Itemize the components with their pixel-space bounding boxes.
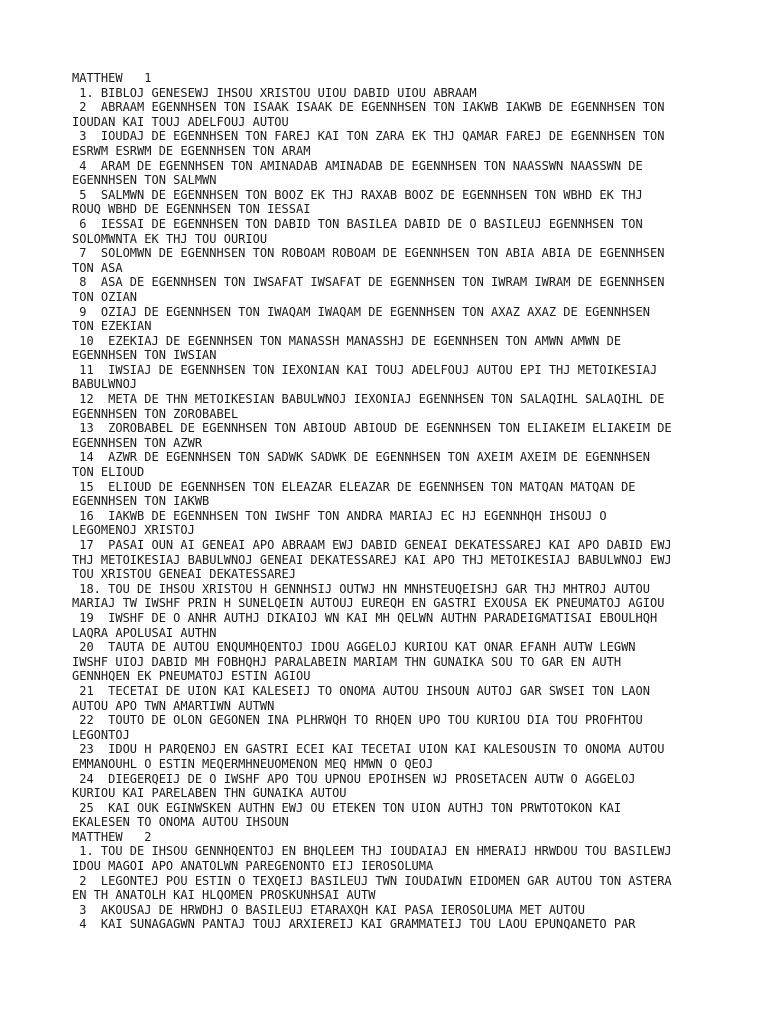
text-line: 7 SOLOMWN DE EGENNHSEN TON ROBOAM ROBOAM DE EGENNHSEN TON ABIA ABIA DE EGENNHSEN	[72, 246, 665, 261]
text-line: THJ METOIKESIAJ BABULWNOJ GENEAI DEKATESSAREJ KAI APO THJ METOIKESIAJ BABULWNOJ EWJ	[72, 552, 672, 567]
text-line: ROUQ WBHD DE EGENNHSEN TON IESSAI	[72, 202, 311, 217]
text-line: EGENNHSEN TON ZOROBABEL	[72, 406, 239, 421]
text-line: TON OZIAN	[72, 289, 138, 304]
chapter-heading: MATTHEW 1	[72, 71, 152, 85]
text-line: EGENNHSEN TON IAKWB	[72, 494, 210, 509]
text-line: 4 ARAM DE EGENNHSEN TON AMINADAB AMINADAB DE EGENNHSEN TON NAASSWN NAASSWN DE	[72, 158, 643, 173]
text-line: 16 IAKWB DE EGENNHSEN TON IWSHF TON ANDRA MARIAJ EC HJ EGENNHQH IHSOUJ O	[72, 508, 607, 523]
text-line: AUTOU APO TWN AMARTIWN AUTWN	[72, 698, 275, 713]
text-line: 8 ASA DE EGENNHSEN TON IWSAFAT IWSAFAT DE EGENNHSEN TON IWRAM IWRAM DE EGENNHSEN	[72, 275, 665, 290]
text-line: 11 IWSIAJ DE EGENNHSEN TON IEXONIAN KAI TOUJ ADELFOUJ AUTOU EPI THJ METOIKESIAJ	[72, 362, 658, 377]
text-line: 25 KAI OUK EGINWSKEN AUTHN EWJ OU ETEKEN TON UION AUTHJ TON PRWTOTOKON KAI	[72, 800, 622, 815]
text-line: TON ELIOUD	[72, 465, 145, 480]
text-line: 15 ELIOUD DE EGENNHSEN TON ELEAZAR ELEAZAR DE EGENNHSEN TON MATQAN MATQAN DE	[72, 479, 636, 494]
text-line: EGENNHSEN TON AZWR	[72, 435, 203, 450]
text-line: EMMANOUHL O ESTIN MEQERMHNEUOMENON MEQ HMWN O QEOJ	[72, 756, 434, 771]
text-line: 1. BIBLOJ GENESEWJ IHSOU XRISTOU UIOU DABID UIOU ABRAAM	[72, 85, 477, 100]
text-line: IDOU MAGOI APO ANATOLWN PAREGENONTO EIJ IEROSOLUMA	[72, 859, 434, 874]
text-line: 20 TAUTA DE AUTOU ENQUMHQENTOJ IDOU AGGELOJ KURIOU KAT ONAR EFANH AUTW LEGWN	[72, 640, 636, 655]
text-line: 5 SALMWN DE EGENNHSEN TON BOOZ EK THJ RAXAB BOOZ DE EGENNHSEN TON WBHD EK THJ	[72, 187, 643, 202]
text-line: GENNHQEN EK PNEUMATOJ ESTIN AGIOU	[72, 669, 311, 684]
text-line: 6 IESSAI DE EGENNHSEN TON DABID TON BASILEA DABID DE O BASILEUJ EGENNHSEN TON	[72, 216, 643, 231]
text-line: 14 AZWR DE EGENNHSEN TON SADWK SADWK DE EGENNHSEN TON AXEIM AXEIM DE EGENNHSEN	[72, 450, 650, 465]
text-line: TOU XRISTOU GENEAI DEKATESSAREJ	[72, 567, 296, 582]
text-line: EGENNHSEN TON IWSIAN	[72, 348, 217, 363]
text-line: LEGONTOJ	[72, 727, 130, 742]
text-line: 22 TOUTO DE OLON GEGONEN INA PLHRWQH TO RHQEN UPO TOU KURIOU DIA TOU PROFHTOU	[72, 713, 643, 728]
text-line: 13 ZOROBABEL DE EGENNHSEN TON ABIOUD ABIOUD DE EGENNHSEN TON ELIAKEIM ELIAKEIM DE	[72, 421, 672, 436]
text-line: TON ASA	[72, 260, 123, 275]
text-line: 3 IOUDAJ DE EGENNHSEN TON FAREJ KAI TON ZARA EK THJ QAMAR FAREJ DE EGENNHSEN TON	[72, 129, 665, 144]
text-line: 19 IWSHF DE O ANHR AUTHJ DIKAIOJ WN KAI MH QELWN AUTHN PARADEIGMATISAI EBOULHQH	[72, 610, 658, 625]
text-line: 18. TOU DE IHSOU XRISTOU H GENNHSIJ OUTWJ HN MNHSTEUQEISHJ GAR THJ MHTROJ AUTOU	[72, 581, 650, 596]
text-line: LAQRA APOLUSAI AUTHN	[72, 625, 217, 640]
text-line: BABULWNOJ	[72, 377, 138, 392]
text-line: 2 ABRAAM EGENNHSEN TON ISAAK ISAAK DE EGENNHSEN TON IAKWB IAKWB DE EGENNHSEN TON	[72, 100, 665, 115]
text-line: 17 PASAI OUN AI GENEAI APO ABRAAM EWJ DABID GENEAI DEKATESSAREJ KAI APO DABID EWJ	[72, 538, 672, 552]
text-line: EGENNHSEN TON SALMWN	[72, 173, 217, 188]
text-line: SOLOMWNTA EK THJ TOU OURIOU	[72, 231, 268, 246]
document-page	[72, 71, 694, 932]
text-line: EKALESEN TO ONOMA AUTOU IHSOUN	[72, 815, 289, 830]
text-line: 21 TECETAI DE UION KAI KALESEIJ TO ONOMA AUTOU IHSOUN AUTOJ GAR SWSEI TON LAON	[72, 683, 650, 698]
text-line: 9 OZIAJ DE EGENNHSEN TON IWAQAM IWAQAM DE EGENNHSEN TON AXAZ AXAZ DE EGENNHSEN	[72, 304, 650, 319]
text-line: IWSHF UIOJ DABID MH FOBHQHJ PARALABEIN MARIAM THN GUNAIKA SOU TO GAR EN AUTH	[72, 654, 622, 669]
text-line: 24 DIEGERQEIJ DE O IWSHF APO TOU UPNOU EPOIHSEN WJ PROSETACEN AUTW O AGGELOJ	[72, 771, 636, 786]
text-line: EN TH ANATOLH KAI HLQOMEN PROSKUNHSAI AUTW	[72, 888, 376, 903]
text-line: 3 AKOUSAJ DE HRWDHJ O BASILEUJ ETARAXQH KAI PASA IEROSOLUMA MET AUTOU	[72, 902, 585, 917]
text-line: 1. TOU DE IHSOU GENNHQENTOJ EN BHQLEEM THJ IOUDAIAJ EN HMERAIJ HRWDOU TOU BASILEWJ	[72, 844, 672, 859]
text-line: 10 EZEKIAJ DE EGENNHSEN TON MANASSH MANASSHJ DE EGENNHSEN TON AMWN AMWN DE	[72, 333, 622, 348]
text-line: 23 IDOU H PARQENOJ EN GASTRI ECEI KAI TECETAI UION KAI KALESOUSIN TO ONOMA AUTOU	[72, 742, 665, 757]
text-line: KURIOU KAI PARELABEN THN GUNAIKA AUTOU	[72, 786, 347, 801]
text-line: TON EZEKIAN	[72, 319, 152, 334]
chapter-heading: MATTHEW 2	[72, 829, 152, 844]
text-line: 2 LEGONTEJ POU ESTIN O TEXQEIJ BASILEUJ TWN IOUDAIWN EIDOMEN GAR AUTOU TON ASTERA	[72, 873, 672, 888]
text-line: MARIAJ TW IWSHF PRIN H SUNELQEIN AUTOUJ EUREQH EN GASTRI EXOUSA EK PNEUMATOJ AGIOU	[72, 596, 665, 611]
text-line: ESRWM ESRWM DE EGENNHSEN TON ARAM	[72, 143, 311, 158]
text-line: 4 KAI SUNAGAGWN PANTAJ TOUJ ARXIEREIJ KAI GRAMMATEIJ TOU LAOU EPUNQANETO PAR	[72, 917, 636, 932]
text-line: 12 META DE THN METOIKESIAN BABULWNOJ IEXONIAJ EGENNHSEN TON SALAQIHL SALAQIHL DE	[72, 392, 665, 407]
text-line: IOUDAN KAI TOUJ ADELFOUJ AUTOU	[72, 114, 289, 129]
text-line: LEGOMENOJ XRISTOJ	[72, 523, 195, 538]
